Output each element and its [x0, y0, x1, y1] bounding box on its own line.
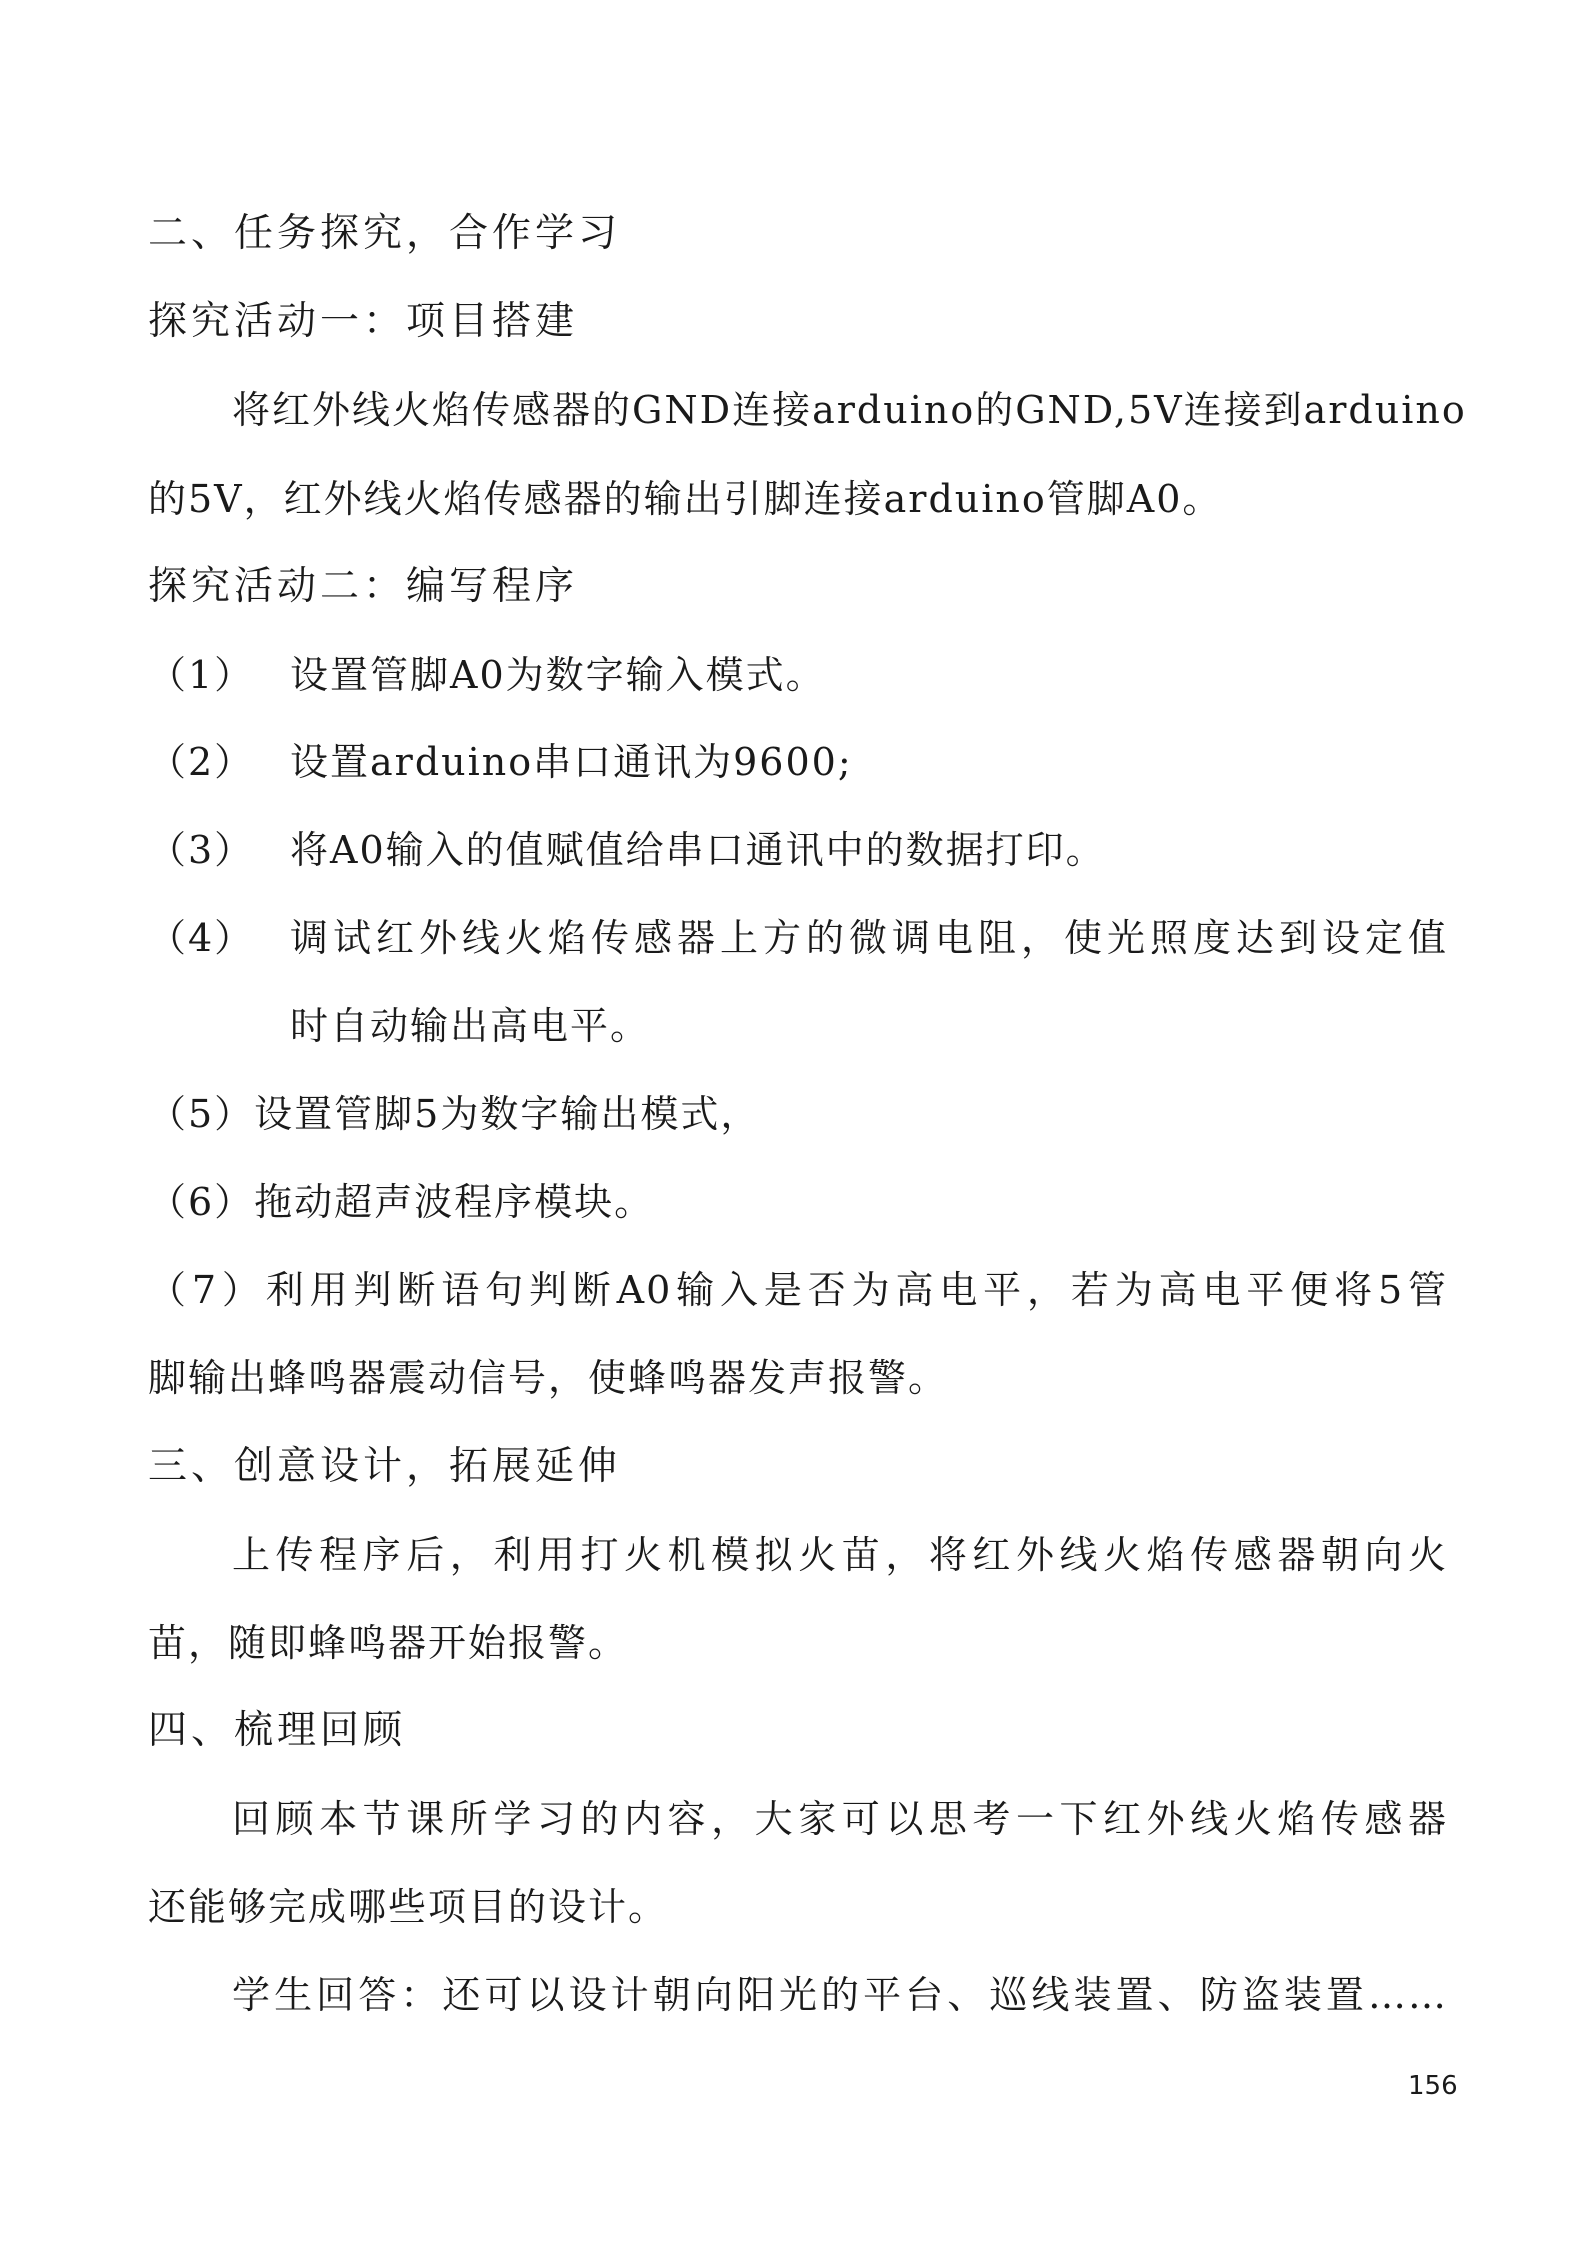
section-heading-creative-design: 三、创意设计，拓展延伸	[148, 1444, 622, 1489]
step-item-7-line-2: 脚输出蜂鸣器震动信号，使蜂鸣器发声报警。	[148, 1356, 949, 1400]
section-heading-task-explore: 二、任务探究，合作学习	[148, 211, 622, 256]
activity-two-title: 探究活动二：编写程序	[148, 564, 579, 609]
step-item-7-line-1: （7）利用判断语句判断A0输入是否为高电平，若为高电平便将5管	[148, 1268, 1448, 1312]
step-text: 设置arduino串口通讯为9600;	[290, 740, 853, 784]
step-number: （1）	[148, 653, 255, 697]
step-text: 设置管脚A0为数字输入模式。	[290, 653, 826, 697]
activity-one-title: 探究活动一：项目搭建	[148, 299, 579, 344]
step-item-6: （6）拖动超声波程序模块。	[148, 1180, 655, 1224]
step-number: （2）	[148, 740, 255, 784]
activity-one-paragraph-line-1: 将红外线火焰传感器的GND连接arduino的GND,5V连接到arduino	[232, 388, 1467, 432]
step-item-4-continuation: 时自动输出高电平。	[290, 1004, 651, 1048]
section-heading-review: 四、梳理回顾	[148, 1708, 407, 1753]
student-answer: 学生回答：还可以设计朝向阳光的平台、巡线装置、防盗装置……	[232, 1973, 1448, 2017]
creative-paragraph-line-1: 上传程序后，利用打火机模拟火苗，将红外线火焰传感器朝向火	[232, 1533, 1448, 1577]
step-text: 将A0输入的值赋值给串口通讯中的数据打印。	[290, 828, 1106, 872]
review-paragraph-line-2: 还能够完成哪些项目的设计。	[148, 1885, 669, 1929]
step-item-5: （5）设置管脚5为数字输出模式，	[148, 1092, 761, 1136]
review-paragraph-line-1: 回顾本节课所学习的内容，大家可以思考一下红外线火焰传感器	[232, 1797, 1448, 1841]
creative-paragraph-line-2: 苗，随即蜂鸣器开始报警。	[148, 1621, 629, 1665]
page-number: 156	[1408, 2071, 1458, 2101]
activity-one-paragraph-line-2: 的5V，红外线火焰传感器的输出引脚连接arduino管脚A0。	[148, 477, 1223, 521]
step-number: （3）	[148, 828, 255, 872]
step-number: （4）	[148, 916, 255, 960]
step-text: 调试红外线火焰传感器上方的微调电阻，使光照度达到设定值	[290, 916, 1448, 960]
